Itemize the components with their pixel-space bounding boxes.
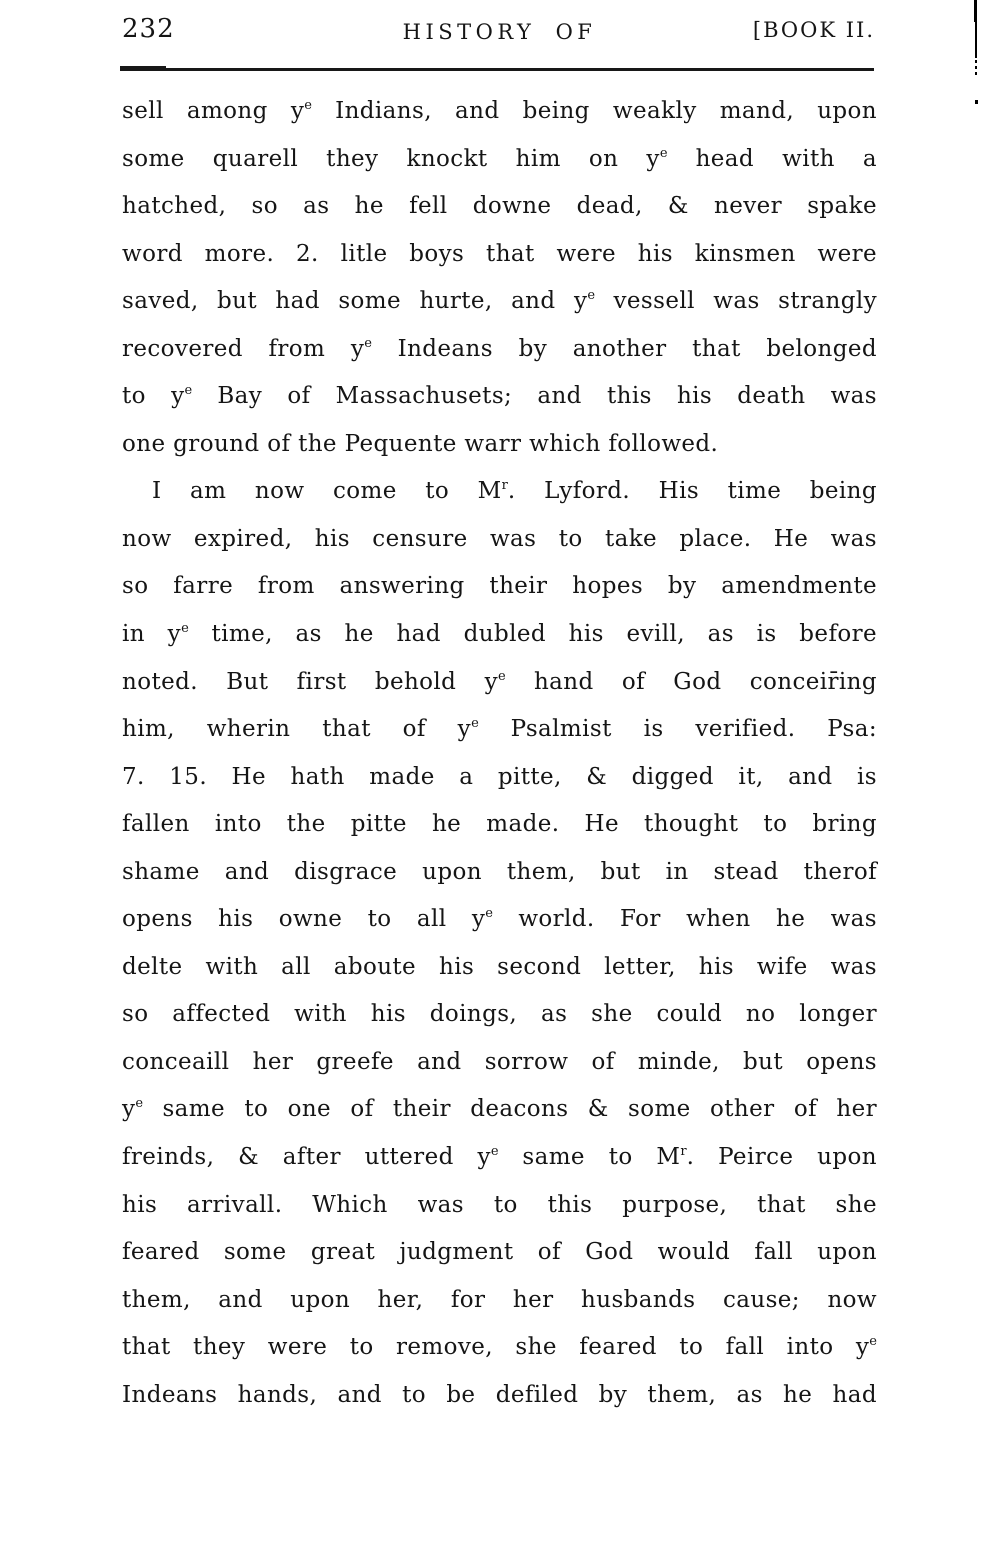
text-line: opens his owne to all $y^e$ world. For when he was bbox=[122, 906, 877, 933]
text-line: so affected with his doings, as she could no longer bbox=[122, 1001, 877, 1028]
text-line: noted. But first behold $y^e$ hand of God conceir̄ing bbox=[122, 668, 877, 695]
text-line: to $y^e$ Bay of Massachusets; and this his death was bbox=[122, 383, 877, 410]
page-header bbox=[122, 12, 877, 56]
text-line: shame and disgrace upon them, but in stead therof bbox=[122, 858, 877, 885]
text-line: delte with all aboute his second letter, his wife was bbox=[122, 953, 877, 980]
text-line: one ground of the Pequente warr which followed. bbox=[122, 430, 719, 457]
text-line: now expired, his censure was to take place. He was bbox=[122, 525, 877, 552]
text-line: $y^e$ same to one of their deacons & some other of her bbox=[122, 1096, 877, 1123]
text-line: so farre from answering their hopes by amendmente bbox=[122, 573, 877, 600]
text-line: him, wherin that of $y^e$ Psalmist is verified. Psa: bbox=[122, 716, 877, 743]
scan-artifact-line bbox=[975, 60, 977, 75]
scan-artifact-line bbox=[975, 20, 977, 58]
text-line: his arrivall. Which was to this purpose, that she bbox=[122, 1191, 877, 1218]
text-line: Indeans hands, and to be defiled by them, as he had bbox=[122, 1381, 877, 1408]
text-line: in $y^e$ time, as he had dubled his evill, as is before bbox=[122, 621, 878, 648]
text-line: word more. 2. litle boys that were his kinsmen were bbox=[122, 240, 877, 267]
text-line: conceaill her greefe and sorrow of minde, but opens bbox=[122, 1048, 877, 1075]
text-line: fallen into the pitte he made. He thought to bring bbox=[122, 811, 877, 838]
text-line: recovered from $y^e$ Indeans by another that belonged bbox=[122, 335, 877, 362]
page-body bbox=[122, 88, 877, 1419]
page-number: 232 bbox=[122, 14, 175, 44]
running-title: HISTORY OF bbox=[402, 20, 597, 44]
scan-artifact-line bbox=[974, 0, 977, 22]
text-line: saved, but had some hurte, and $y^e$ vessell was strangly bbox=[122, 288, 877, 315]
text-line: hatched, so as he fell downe dead, & never spake bbox=[122, 193, 877, 220]
header-rule bbox=[120, 68, 874, 71]
text-line: 7. 15. He hath made a pitte, & digged it, and is bbox=[122, 763, 877, 790]
text-line: freinds, & after uttered $y^e$ same to $M^r$. Peirce upon bbox=[122, 1144, 877, 1171]
scan-artifact-dot bbox=[975, 100, 978, 104]
book-number-label: [BOOK II. bbox=[752, 18, 875, 42]
text-line: that they were to remove, she feared to fall into $y^e$ bbox=[122, 1334, 877, 1361]
text-line: them, and upon her, for her husbands cause; now bbox=[122, 1286, 877, 1313]
text-line: feared some great judgment of God would fall upon bbox=[122, 1239, 877, 1266]
text-line: sell among $y^e$ Indians, and being weakly mand, upon bbox=[122, 98, 878, 124]
text-line: some quarell they knockt him on $y^e$ head with a bbox=[122, 145, 877, 172]
text-line: I am now come to $M^r$. Lyford. His time being bbox=[152, 478, 878, 505]
